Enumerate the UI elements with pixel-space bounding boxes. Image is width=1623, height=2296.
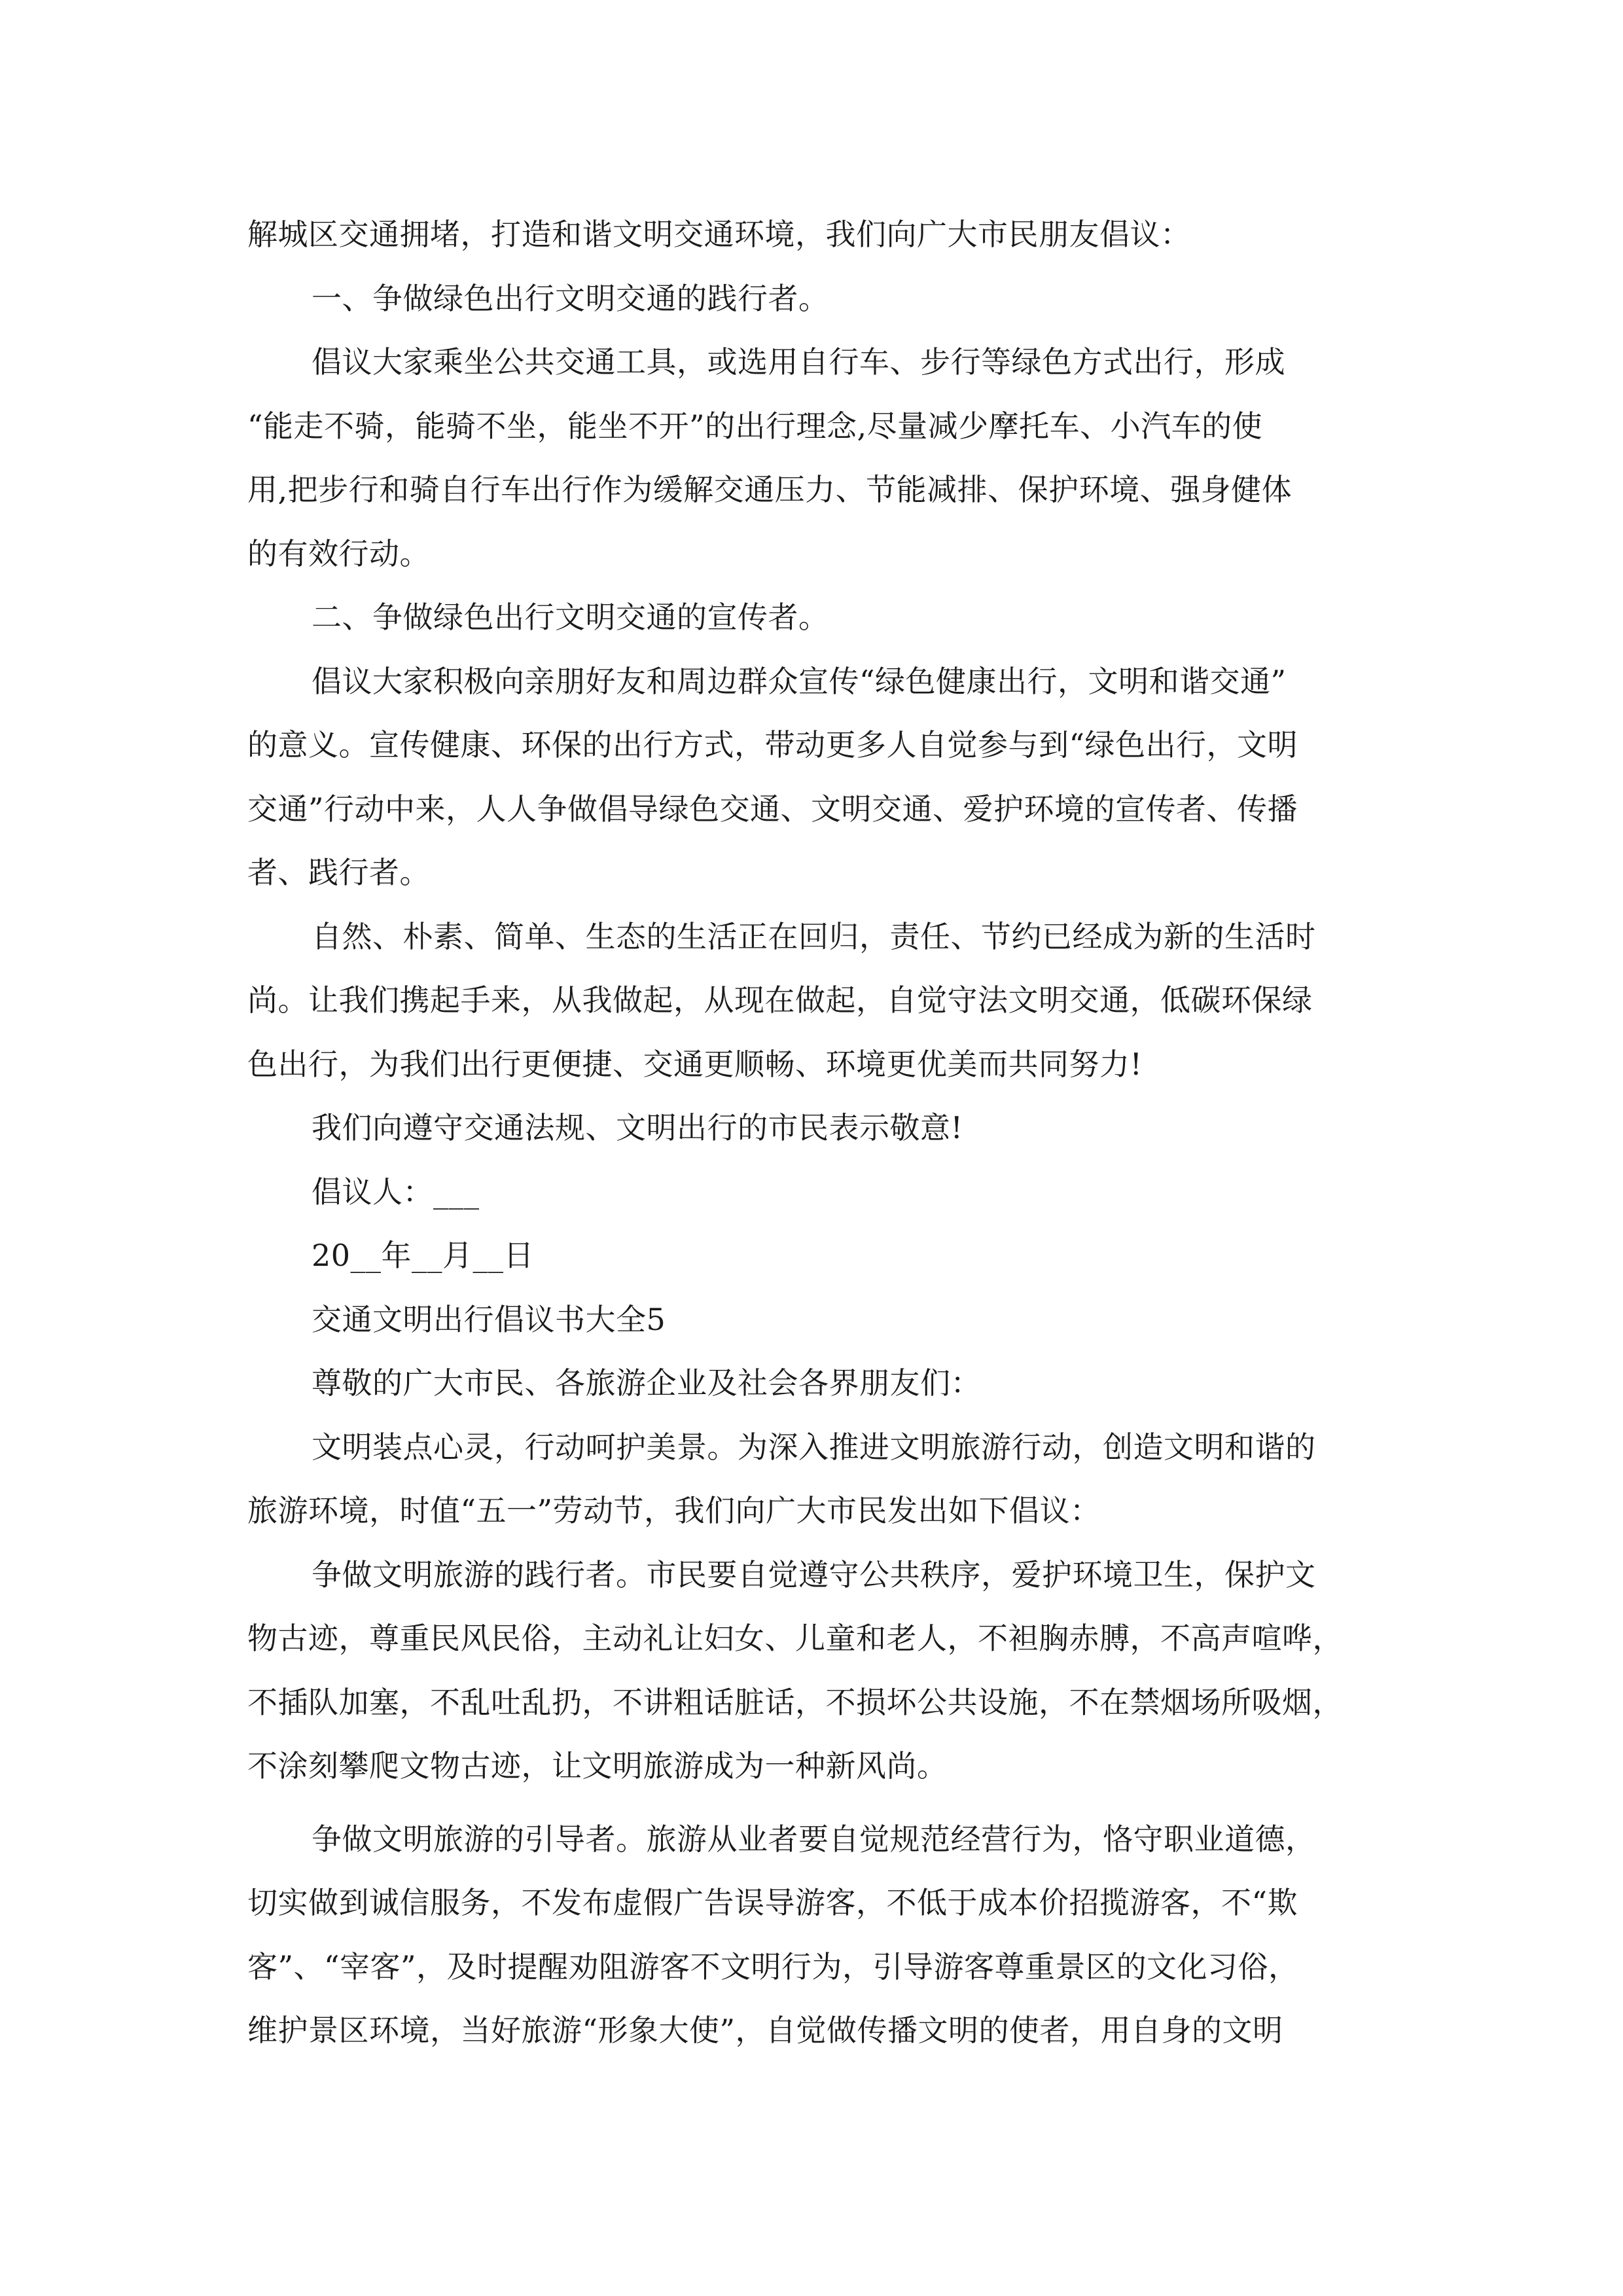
- text-line: 尚。让我们携起手来，从我做起，从现在做起，自觉守法文明交通，低碳环保绿: [247, 982, 1313, 1018]
- text-line: 倡议大家乘坐公共交通工具，或选用自行车、步行等绿色方式出行，形成: [312, 344, 1285, 380]
- text-line: 物古迹，尊重民风民俗，主动礼让妇女、儿童和老人，不袒胸赤膊，不高声喧哗，: [247, 1621, 1343, 1656]
- document-title: 交通文明出行倡议书大全5: [312, 1301, 666, 1337]
- section-heading: 一、争做绿色出行文明交通的践行者。: [312, 280, 829, 316]
- text-line: 我们向遵守交通法规、文明出行的市民表示敬意!: [312, 1110, 963, 1145]
- text-line: 用,把步行和骑自行车出行作为缓解交通压力、节能减排、保护环境、强身健体: [247, 472, 1293, 507]
- text-line: 维护景区环境，当好旅游“形象大使”，自觉做传播文明的使者，用自身的文明: [247, 2013, 1283, 2048]
- text-line: “能走不骑，能骑不坐，能坐不开”的出行理念,尽量减少摩托车、小汽车的使: [247, 408, 1263, 444]
- text-line: 的意义。宣传健康、环保的出行方式，带动更多人自觉参与到“绿色出行，文明: [247, 727, 1298, 762]
- text-line: 交通”行动中来，人人争做倡导绿色交通、文明交通、爱护环境的宣传者、传播: [247, 791, 1298, 827]
- signatory-line: 倡议人：___: [312, 1174, 480, 1210]
- text-line: 自然、朴素、简单、生态的生活正在回归，责任、节约已经成为新的生活时: [312, 918, 1316, 954]
- text-line: 的有效行动。: [247, 535, 430, 571]
- text-line: 不涂刻攀爬文物古迹，让文明旅游成为一种新风尚。: [247, 1748, 948, 1784]
- paragraph-gap: [247, 1799, 1376, 1808]
- text-line: 切实做到诚信服务，不发布虚假广告误导游客，不低于成本价招揽游客，不“欺: [247, 1885, 1298, 1920]
- text-line: 争做文明旅游的践行者。市民要自觉遵守公共秩序，爱护环境卫生，保护文: [312, 1556, 1316, 1592]
- text-line: 旅游环境，时值“五一”劳动节，我们向广大市民发出如下倡议：: [247, 1493, 1101, 1528]
- date-line: 20__年__月__日: [312, 1238, 535, 1273]
- text-line: 客”、“宰客”，及时提醒劝阻游客不文明行为，引导游客尊重景区的文化习俗，: [247, 1948, 1299, 1984]
- text-line: 色出行，为我们出行更便捷、交通更顺畅、环境更优美而共同努力!: [247, 1046, 1143, 1082]
- document-page: [247, 203, 1376, 2063]
- text-line: 不插队加塞，不乱吐乱扔，不讲粗话脏话，不损坏公共设施，不在禁烟场所吸烟，: [247, 1684, 1343, 1720]
- text-line: 文明装点心灵，行动呵护美景。为深入推进文明旅游行动，创造文明和谐的: [312, 1429, 1316, 1465]
- text-line: 倡议大家积极向亲朋好友和周边群众宣传“绿色健康出行，文明和谐交通”: [312, 663, 1287, 699]
- text-line: 解城区交通拥堵，打造和谐文明交通环境，我们向广大市民朋友倡议：: [247, 217, 1191, 252]
- text-line: 争做文明旅游的引导者。旅游从业者要自觉规范经营行为，恪守职业道德，: [312, 1821, 1316, 1857]
- text-line: 者、践行者。: [247, 855, 430, 890]
- salutation: 尊敬的广大市民、各旅游企业及社会各界朋友们：: [312, 1365, 981, 1401]
- section-heading: 二、争做绿色出行文明交通的宣传者。: [312, 600, 829, 635]
